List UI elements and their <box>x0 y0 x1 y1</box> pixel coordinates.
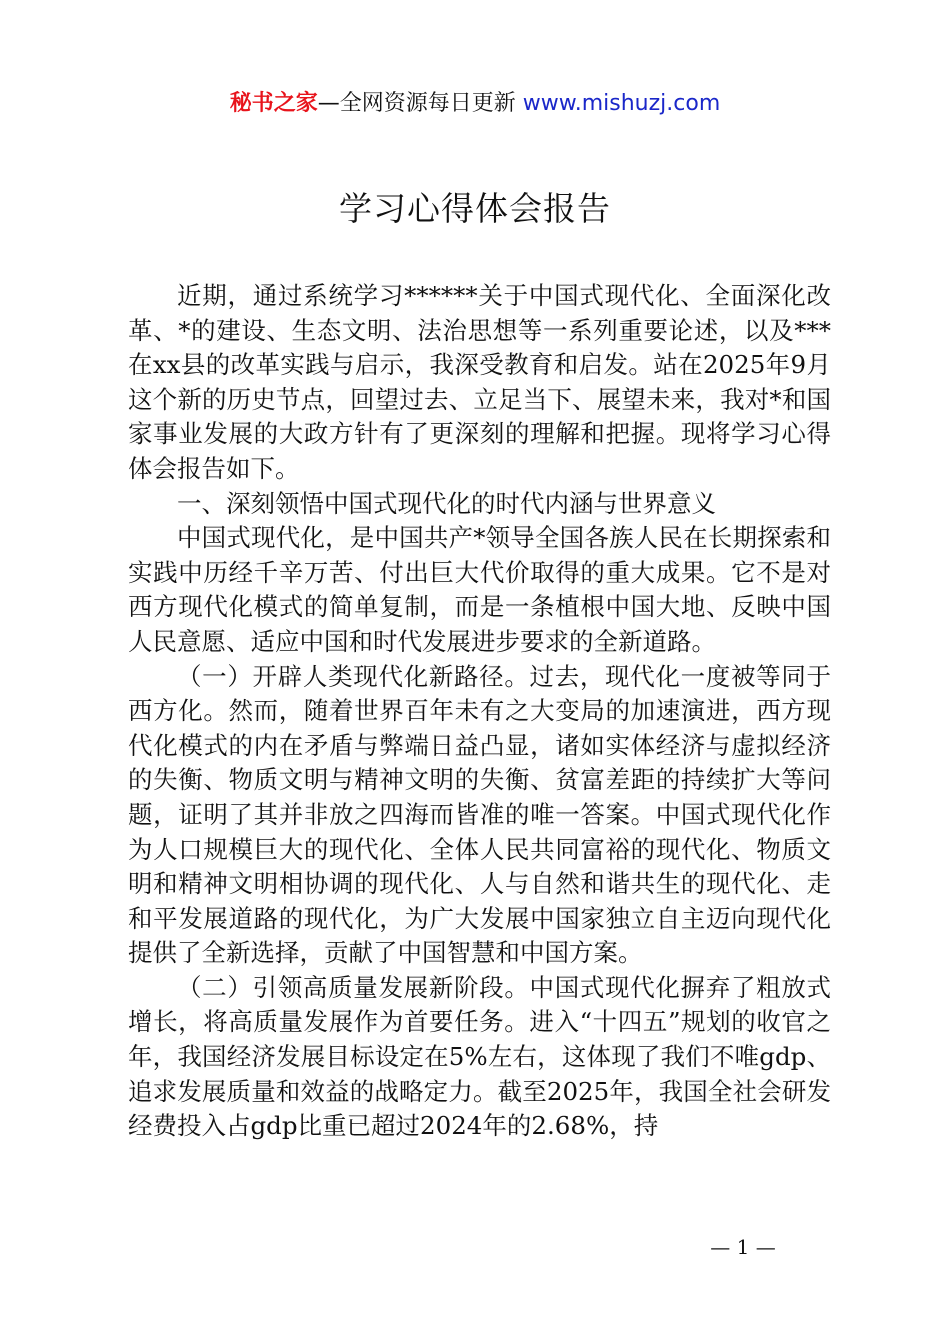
section-paragraph: 中国式现代化，是中国共产*领导全国各族人民在长期探索和实践中历经千辛万苦、付出巨大代价取得的重大成果。它不是对西方现代化模式的简单复制，而是一条植根中国大地、反映中国人民意愿、适应中国和时代发展进步要求的全新道路。 <box>128 523 831 656</box>
site-banner <box>0 88 950 120</box>
document-title: 学习心得体会报告 <box>339 189 611 228</box>
brand-name: 秘书之家 <box>229 91 318 116</box>
subsection-paragraph-2: （二）引领高质量发展新阶段。中国式现代化摒弃了粗放式增长，将高质量发展作为首要任务。进入“十四五”规划的收官之年，我国经济发展目标设定在5%左右，这体现了我们不唯gdp、追求发展质量和效益的战略定力。截至2025年，我国全社会研发经费投入占gdp比重已超过2024年的2.68%，持 <box>128 972 831 1141</box>
document-body <box>128 279 831 1144</box>
banner-tagline: —全网资源每日更新 <box>317 91 523 116</box>
subsection-paragraph-1: （一）开辟人类现代化新路径。过去，现代化一度被等同于西方化。然而，随着世界百年未有之大变局的加速演进，西方现代化模式的内在矛盾与弊端日益凸显，诸如实体经济与虚拟经济的失衡、物质文明与精神文明的失衡、贫富差距的持续扩大等问题，证明了其并非放之四海而皆准的唯一答案。中国式现代化作为人口规模巨大的现代化、全体人民共同富裕的现代化、物质文明和精神文明相协调的现代化、人与自然和谐共生的现代化、走和平发展道路的现代化，为广大发展中国家独立自主迈向现代化提供了全新选择，贡献了中国智慧和中国方案。 <box>128 661 831 968</box>
section-heading: 一、深刻领悟中国式现代化的时代内涵与世界意义 <box>177 488 716 518</box>
intro-paragraph: 近期，通过系统学习******关于中国式现代化、全面深化改革、*的建设、生态文明、法治思想等一系列重要论述，以及***在xx县的改革实践与启示，我深受教育和启发。站在2025年9月这个新的历史节点，回望过去、立足当下、展望未来，我对*和国家事业发展的大政方针有了更深刻的理解和把握。现将学习心得体会报告如下。 <box>128 281 831 483</box>
site-url-link[interactable]: www.mishuzj.com <box>522 91 721 116</box>
page-number: — 1 — <box>710 1235 776 1259</box>
